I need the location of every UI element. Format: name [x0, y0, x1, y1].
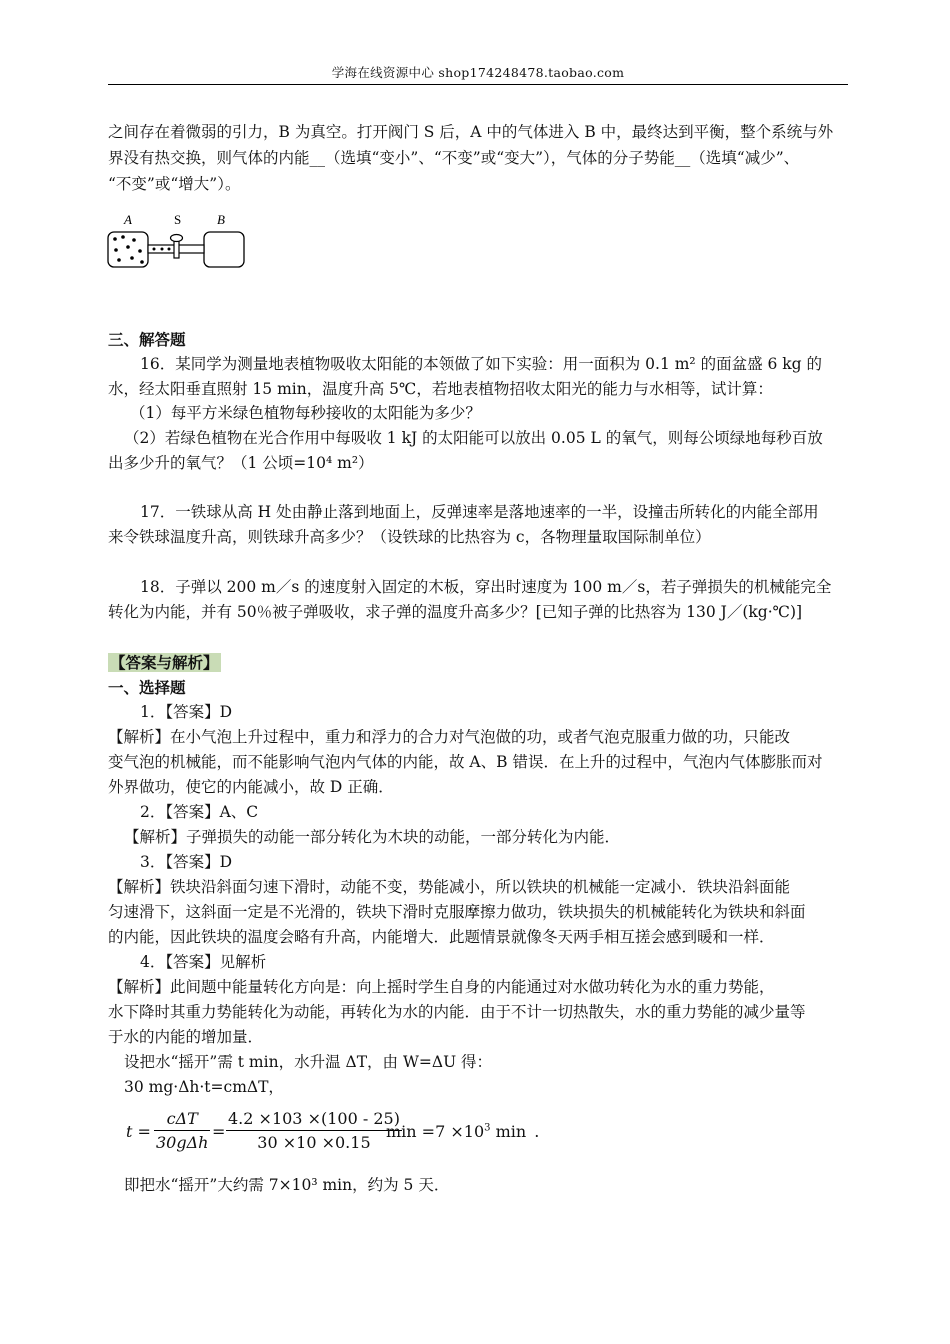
answer-2: 2．【答案】A、C: [140, 803, 259, 821]
explanation-4-conclusion: 即把水“摇开”大约需 7×10³ min，约为 5 天．: [124, 1176, 450, 1194]
explanation-4-line: 于水的内能的增加量．: [108, 1028, 264, 1046]
formula-equals: =: [212, 1122, 226, 1141]
label-b: B: [217, 212, 225, 227]
answers-title: 【答案与解析】: [110, 653, 219, 672]
time-formula: [124, 1106, 544, 1162]
formula-numerator-2: 4.2 ×103 ×(100 - 25): [226, 1108, 402, 1131]
label-s: S: [174, 212, 182, 227]
question-16-line: （1）每平方米绿色植物每秒接收的太阳能为多少？: [130, 404, 481, 422]
section-heading: 三、解答题: [108, 330, 186, 349]
formula-fraction-2: [226, 1108, 402, 1155]
explanation-1-line: 【解析】在小气泡上升过程中，重力和浮力的合力对气泡做的功，或者气泡克服重力做的功，只能改: [108, 728, 791, 746]
explanation-3-line: 的内能，因此铁块的温度会略有升高，内能增大．此题情景就像冬天两手相互搓会感到暖和一样．: [108, 928, 775, 946]
gas-container-figure: [104, 210, 254, 274]
formula-numerator-1: cΔT: [154, 1108, 210, 1131]
explanation-2-line: 【解析】子弹损失的动能一部分转化为木块的动能，一部分转化为内能．: [124, 828, 621, 846]
explanation-1-line: 外界做功，使它的内能减小，故 D 正确．: [108, 778, 394, 796]
question-17-line: 17．一铁球从高 H 处由静止落到地面上，反弹速率是落地速率的一半，设撞击所转化的内能全部用: [140, 503, 819, 521]
explanation-4-equation: 30 mg·Δh·t=cmΔT，: [124, 1078, 284, 1096]
question-16-line: （2）若绿色植物在光合作用中每吸收 1 kJ 的太阳能可以放出 0.05 L 的氧气，则每公顷绿地每秒百放: [124, 429, 823, 447]
formula-lhs: t =: [126, 1122, 151, 1141]
explanation-3-line: 匀速滑下，这斜面一定是不光滑的，铁块下滑时克服摩擦力做功，铁块损失的机械能转化为铁块和斜面: [108, 903, 806, 921]
question-18-line: 18．子弹以 200 m／s 的速度射入固定的木板，穿出时速度为 100 m／s，若子弹损失的机械能完全: [140, 578, 832, 596]
answer-3: 3．【答案】D: [140, 853, 233, 871]
explanation-3-line: 【解析】铁块沿斜面匀速下滑时，动能不变，势能减小，所以铁块的机械能一定减小．铁块沿斜面能: [108, 878, 791, 896]
header-divider: [108, 84, 848, 85]
section-heading: 一、选择题: [108, 678, 186, 697]
formula-denominator-2: 30 ×10 ×0.15: [257, 1133, 371, 1152]
label-a: A: [124, 212, 132, 227]
formula-denominator-1: 30gΔh: [156, 1133, 209, 1152]
question-16-line: 16．某同学为测量地表植物吸收太阳能的本领做了如下实验：用一面积为 0.1 m² 的面盆盛 6 kg 的: [140, 355, 823, 373]
explanation-4-setup: 设把水“摇开”需 t min，水升温 ΔT，由 W=ΔU 得：: [124, 1053, 493, 1071]
container-b: [204, 232, 244, 267]
question-16-line: 水，经太阳垂直照射 15 min，温度升高 5℃，若地表植物招收太阳光的能力与水相等，试计算：: [108, 380, 773, 398]
formula-result: $\min =7 \times 10^3$ min .: [386, 1122, 540, 1141]
explanation-4-line: 水下降时其重力势能转化为动能，再转化为水的内能．由于不计一切热散失，水的重力势能的减少量等: [108, 1003, 806, 1021]
explanation-1-line: 变气泡的机械能，而不能影响气泡内气体的内能，故 A、B 错误．在上升的过程中，气泡内气体膨胀而对: [108, 753, 823, 771]
answer-4: 4．【答案】见解析: [140, 953, 267, 971]
valve-s: [174, 240, 179, 258]
answers-title-row: [108, 650, 850, 676]
intro-line: 界没有热交换，则气体的内能__（选填“变小”、“不变”或“变大”），气体的分子势能__（选填“减少”、: [108, 149, 800, 167]
question-16-line: 出多少升的氧气？（1 公顷=10⁴ m²）: [108, 454, 374, 472]
answer-1: 1．【答案】D: [140, 703, 233, 721]
intro-line: 之间存在着微弱的引力，B 为真空。打开阀门 S 后，A 中的气体进入 B 中，最终达到平衡，整个系统与外: [108, 123, 834, 141]
formula-fraction-1: [154, 1108, 210, 1155]
question-17-line: 来令铁球温度升高，则铁球升高多少？（设铁球的比热容为 c，各物理量取国际制单位）: [108, 528, 711, 546]
explanation-4-line: 【解析】此间题中能量转化方向是：向上摇时学生自身的内能通过对水做功转化为水的重力势能，: [108, 978, 775, 996]
page-header: 学海在线资源中心 shop174248478.taobao.com: [331, 65, 625, 80]
question-18-line: 转化为内能，并有 50％被子弹吸收，求子弹的温度升高多少？[已知子弹的比热容为 130 J／(kg·℃)]: [108, 603, 803, 621]
intro-line: “不变”或“增大”）。: [108, 175, 241, 193]
valve-handle: [171, 235, 183, 242]
